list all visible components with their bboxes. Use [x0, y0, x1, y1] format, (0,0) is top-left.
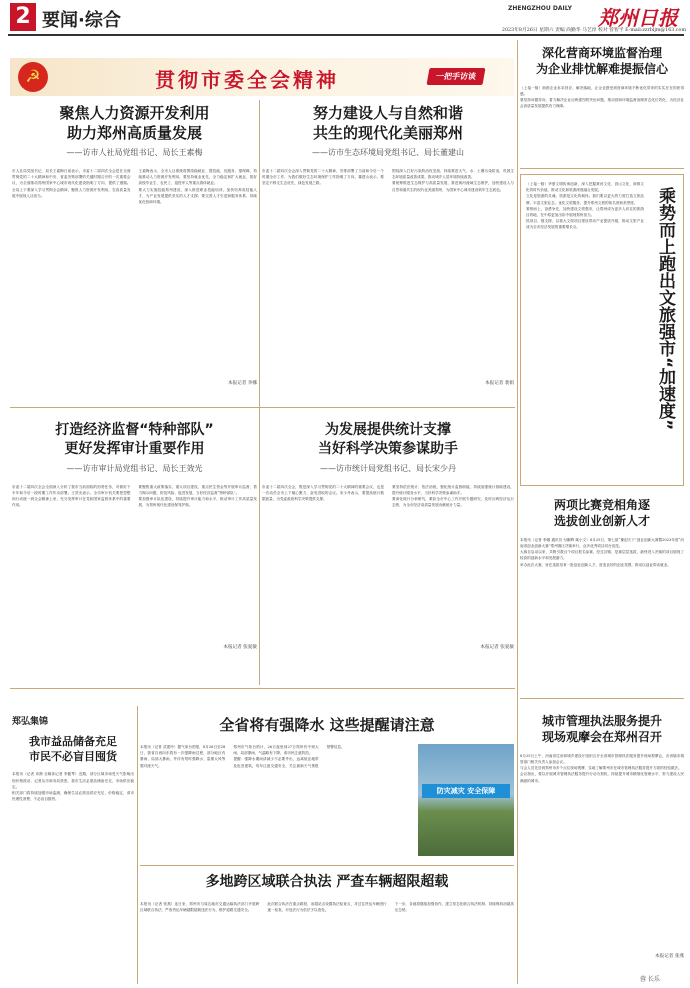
article-headline: 努力建设人与自然和谐 — [312, 104, 463, 122]
dateline: 2023年8月26日 星期六 责编 尚勤华 马艺淳 校对 曾智平 E-mail:zzrbljm@163.com — [501, 28, 686, 33]
paragraph: 相关部门将持续加强市场监测，确保生活必需品供应充足、价格稳定，请市民理性消费，不必盲目囤货。 — [12, 790, 134, 802]
banner — [10, 58, 514, 96]
section-divider — [10, 688, 515, 689]
logo-cn: 郑州日报 — [598, 6, 678, 30]
article-headline: 共生的现代化美丽郑州 — [312, 124, 463, 142]
paragraph: 文化是旅游的灵魂，旅游是文化的载体。我们要以更大的力度打造文旅品牌，丰富文旅业态，优化文旅服务，提升郑州文旅的知名度和美誉度。 — [526, 194, 644, 205]
byline: 本报记者 裴娟 — [484, 381, 514, 386]
paragraph: 大赛自启动以来，共吸引数百个项目报名参赛，经过初赛、复赛层层选拔，最终进入决赛的项目展现了较高的创新水平和发展潜力。 — [520, 550, 684, 561]
byline: 本报记者 李娜 — [227, 381, 257, 386]
paragraph: 下一步，各地将继续加强协作，建立常态化联合执法机制，持续保持治超高压态势。 — [394, 901, 514, 912]
column-divider — [259, 100, 260, 685]
paragraph: 要坚持依法统计、依法治统，强化统计监督职能，持续加强统计基础建设，提升统计服务水平，当好科学决策参谋助手。 — [392, 484, 514, 495]
commentary-title: 乘势而上跑出文旅强市“加速度” — [655, 187, 675, 431]
paragraph: 市委十二届四次全会全面深入分析了我市当前面临的形势任务，对做好下半年和今后一段时期工作作出部署。王效光表示，全市审计机关要把思想和行动统一到全会精神上来，充分发挥审计在党和国家监督体系中的重要作用。 — [12, 484, 131, 508]
article-body — [520, 537, 684, 689]
paragraph: 郑州市气象台预计，26日夜里到27日郑州有中到大雨，局部暴雨，气温略有下降，请市民注意防范。 — [233, 745, 319, 756]
paragraph: 王素梅表示，全市人社系统将围绕稳就业、提技能、优服务、强保障，持续推动人力资源开发利用。要坚持就业优先，全力稳定和扩大就业，抓好高校毕业生、农民工、退役军人等重点群体就业。 — [138, 169, 257, 186]
section-divider — [520, 168, 684, 169]
paragraph: （上接一版）助推企业诉求回应、解决落地，让企业感受到营商环境不断优化带来的实实在在的获得感。 — [520, 85, 684, 96]
paragraph: 市委十二届四次全会，既是深入学习贯彻党的二十大精神的重要会议，也是一次动员全市上下凝心聚力、奋发进取的会议。宋少丹表示，要提高统计数据质量，为党委政府科学决策提供支撑。 — [262, 484, 384, 501]
paragraph: 要坚持问题导向，着力解决企业反映强烈的突出问题，推动营商环境监督治理常态化长效化，为经济社会高质量发展提供有力保障。 — [520, 98, 684, 109]
footer-credit: 蓉 长乐 — [640, 976, 660, 983]
page-number: 2 — [10, 3, 36, 31]
article-body — [520, 753, 684, 953]
banner-title: 贯彻市委全会精神 — [155, 68, 339, 92]
article-headline: 深化营商环境监督治理 — [541, 46, 662, 60]
section-divider — [520, 698, 684, 699]
article-subtitle: ——访市生态环境局党组书记、局长董建山 — [312, 148, 464, 157]
article-headline: 市民不必盲目囤货 — [29, 750, 117, 764]
commentary-box — [520, 174, 684, 486]
section-title: 要闻·综合 — [42, 10, 121, 31]
article-headline: 助力郑州高质量发展 — [66, 124, 202, 142]
article-city-management — [520, 704, 684, 984]
article-weather — [140, 712, 514, 862]
kicker: 郑弘集锦 — [12, 717, 49, 727]
paragraph: 此次联合执法在重点路段、治超站点设置执法检查点，对过往货运车辆进行逐一检查，对违法行为依法予以查处。 — [267, 901, 387, 912]
article-headline: 多地跨区域联合执法 严查车辆超限超载 — [205, 874, 449, 890]
paragraph: 举办此次大赛，旨在选拔培育一批创业创新人才，营造良好的创业氛围，推动以创业带动就业。 — [520, 562, 671, 567]
masthead-rule — [8, 34, 684, 36]
article-headline: 城市管理执法服务提升 — [541, 714, 662, 728]
article-body — [140, 744, 412, 856]
article-body — [140, 901, 514, 984]
paragraph: 要聚焦重大政策落实、重大项目建设、重点民生资金等开展审计监督，着力揭示问题、防范风险、促进发展，当好经济监督“特种部队”。 — [138, 484, 257, 495]
article-headline: 两项比赛竞相角逐 — [553, 498, 650, 512]
article-headline: 聚焦人力资源开发利用 — [59, 104, 210, 122]
article-headline: 选拔创业创新人才 — [553, 514, 650, 529]
paragraph: 本报讯（记者 武建玲）据气象台预报，8月26日至28日，我省自西向东将有一次强降雨过程，部分地区有暴雨、局部大暴雨，并伴有短时强降水、雷暴大风等强对流天气。 — [140, 745, 226, 768]
logo-en: ZHENGZHOU DAILY — [508, 5, 572, 12]
paragraph: 本报讯（记者 张燕）连日来，郑州市与周边地市交通运输执法部门开展跨区域联合执法，严查货运车辆超限超载违法行为，维护道路交通安全。 — [140, 901, 260, 912]
article-subtitle: ——访市统计局党组书记、局长宋少丹 — [320, 463, 456, 473]
weather-photo — [418, 744, 514, 856]
article-body — [262, 484, 514, 644]
paragraph: 与会人员先后到郑州市多个点位现场观摩，实地了解郑州市在城市管理执法服务提升方面的经验做法。 — [520, 766, 682, 771]
paragraph: 乘势而上，奋勇争先，加快建设文旅强市，让郑州成为更多人向往的旅游目的地，在中原更加出彩中展现郑州担当。 — [526, 206, 644, 218]
commentary-body — [526, 181, 644, 479]
article-headline: 打造经济监督“特种部队” — [55, 422, 214, 438]
article-audit — [12, 410, 257, 685]
byline: 本报记者 张爱敏 — [223, 644, 257, 650]
article-statistics — [262, 410, 514, 685]
article-ecology — [262, 100, 514, 405]
article-subtitle: ——访市审计局党组书记、局长王效光 — [66, 463, 203, 473]
byline: 本报记者 张燕 — [654, 953, 684, 959]
paragraph: 8月25日上午，河南省住房和城乡建设厅组织召开全省城市管理执法服务提升现场观摩会，各省辖市城管部门相关负责人参加会议。 — [520, 753, 684, 764]
article-headline: 为企业排忧解难提振信心 — [535, 62, 668, 77]
article-body — [12, 484, 257, 644]
article-body — [12, 168, 257, 380]
section-divider — [10, 407, 515, 408]
article-body — [262, 168, 514, 380]
column-divider — [517, 40, 518, 984]
article-subtitle: ——访市人社局党组书记、局长王素梅 — [66, 148, 203, 157]
paragraph: 市人社局党组书记、局长王素梅日前表示，市委十二届四次全会是在全面贯彻党的二十大精神和中央、省委决策部署的关键时期召开的一次重要会议，为全面推动郑州国家中心城市现代化建设指明了方向，提供了遵循。全局上下要深入学习贯彻全会精神，聚焦人力资源开发利用，在高质量发展中展现人社担当。 — [12, 169, 131, 198]
paragraph: 要深化统计分析研究，紧扣全市中心工作开展专题研究，及时反映经济运行态势，为全市经济高质量发展贡献统计力量。 — [392, 497, 514, 508]
paragraph: 会议指出，要以开展城市管理执法服务提升行动为契机，持续提升城市精细化管理水平，努力建设人民满意的城市。 — [520, 772, 684, 783]
article-headline: 全省将有强降水 这些提醒请注意 — [219, 716, 435, 734]
article-body — [12, 771, 134, 981]
paragraph: 围绕深入打好污染防治攻坚战，持续推进大气、水、土壤污染防治，巩固生态环境质量改善成果，推动城乡人居环境持续改善。 — [392, 169, 514, 180]
article-headline: 为发展提供统计支撑 — [325, 422, 451, 438]
article-hr-resources — [12, 100, 257, 405]
paragraph: 要统筹推进生态保护与高质量发展，推进黄河流域生态保护，加快建设人与自然和谐共生的现代化美丽郑州，为国家中心城市建设筑牢生态底色。 — [392, 181, 514, 192]
paragraph: 本报讯（记者 邓鼎 全媒体记者 李健琴）近期，部分区域市场受天气影响出现价格波动，记者从市商务局获悉，我市生活必需品储备充足，市场供应稳定。 — [12, 772, 134, 789]
banner-tag: 一把手访谈 — [427, 68, 486, 85]
paragraph: 要加强审计队伍建设，持续提升审计能力和水平，推动审计工作高质量发展，为郑州现代化建设保驾护航。 — [138, 497, 257, 508]
article-joint-enforcement — [140, 868, 514, 984]
paragraph: （上接一版）华夏文明传承创新，深入挖掘黄河文化、嵩山文化、商都文化的时代价值，推动文化和旅游深度融合发展。 — [526, 182, 644, 193]
article-headline: 更好发挥审计重要作用 — [64, 440, 205, 457]
masthead — [0, 0, 690, 36]
paragraph: 本报讯（记者 李娜 通讯员 付鹏辉 姚小文）8月25日，第七届“豫创天下”创业创新大赛暨2023年度“河南省创业创新大赛”郑州赛区决赛举行，众多优秀项目同台竞技。 — [520, 537, 684, 548]
party-emblem-icon: ☭ — [18, 62, 48, 92]
article-headline: 当好科学决策参谋助手 — [318, 440, 458, 457]
column-divider — [137, 706, 138, 984]
article-headline: 我市益品储备充足 — [29, 735, 117, 748]
section-divider — [140, 865, 514, 866]
article-supplies — [12, 712, 134, 982]
weather-tag: 防灾减灾 安全保障 — [422, 784, 510, 798]
article-headline: 现场观摩会在郑州召开 — [541, 730, 662, 745]
article-business-environment — [520, 40, 684, 164]
article-innovation-contest — [520, 494, 684, 694]
paragraph: 提醒：强降水期间请减少不必要外出，远离低洼地带及危旧建筑，驾车注意交通安全，关注最新天气预报预警信息。 — [233, 745, 345, 768]
paragraph: 要大力实施技能郑州建设，深入推进职业技能培训，加快培养高技能人才，为产业发展提供坚实的人才支撑；要完善人才引进和服务体系，持续优化营商环境。 — [138, 187, 257, 205]
byline: 本报记者 张爱敏 — [480, 644, 514, 650]
paragraph: 市委十二届四次全会深入贯彻党的二十大精神，安排部署了当前和今后一个时期全市工作，为我们做好生态环境保护工作指明了方向。董建山表示，要坚定不移走生态优先、绿色发展之路。 — [262, 169, 384, 186]
paragraph: 抓项目、强支撑，以重大文旅项目建设带动产业提质升级，推动文旅产业成为全市经济发展的重要增长点。 — [526, 219, 644, 230]
article-body — [520, 85, 684, 159]
